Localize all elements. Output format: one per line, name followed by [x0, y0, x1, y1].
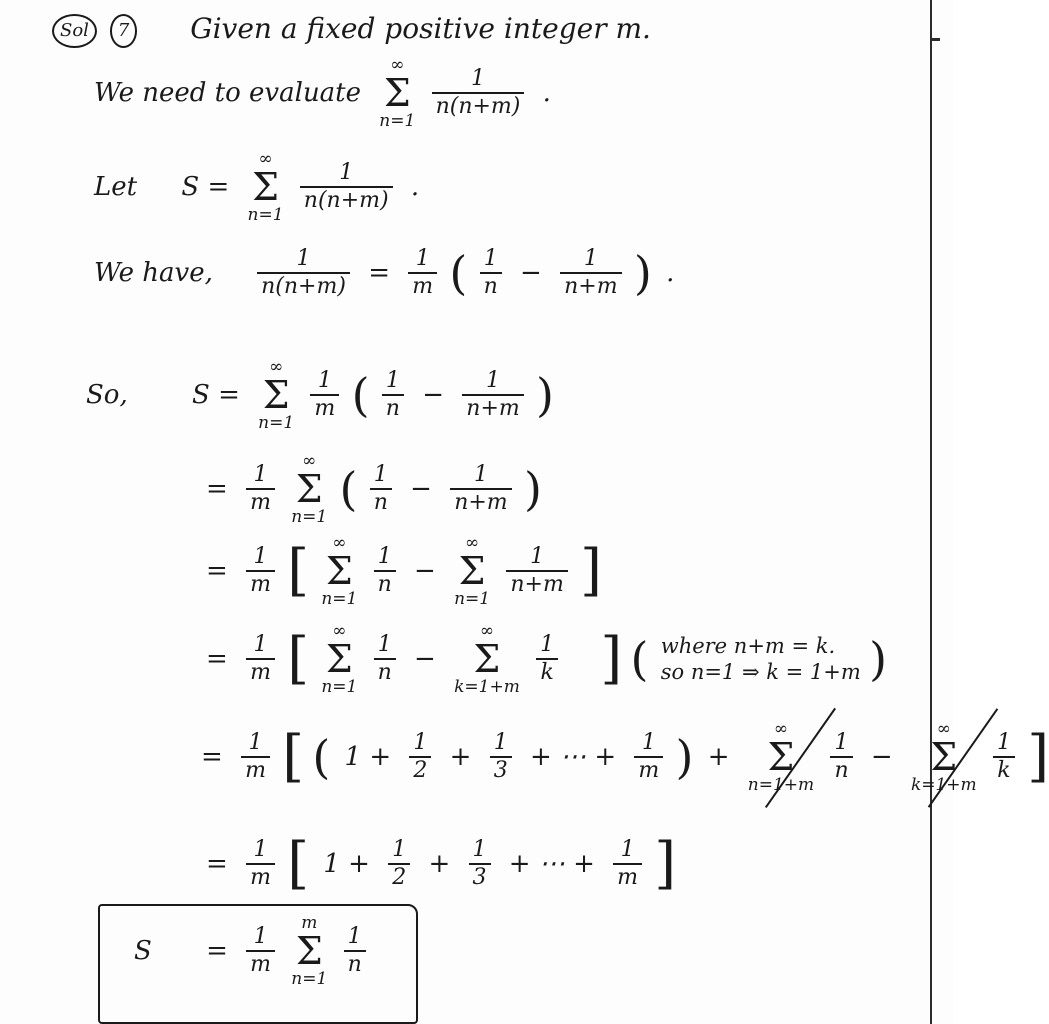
step-6-coefficient: [246, 837, 275, 891]
fraction-denominator: 3: [493, 758, 508, 783]
fraction-denominator: m: [412, 274, 434, 299]
sum-upper-limit: ∞: [465, 533, 480, 553]
fraction-numerator: 1: [993, 730, 1015, 758]
harmonic-half: [388, 837, 410, 891]
fraction-denominator: m: [250, 490, 271, 515]
harmonic-half: [409, 730, 431, 784]
sum-lower-limit: n=1: [291, 507, 328, 527]
sigma-symbol: Σ: [295, 467, 323, 511]
sum-upper-limit: ∞: [390, 55, 405, 75]
step-5-coefficient: [241, 730, 270, 784]
sum-upper-limit: ∞: [269, 357, 284, 377]
open-bracket: [: [287, 538, 310, 603]
sigma-symbol: Σ: [325, 549, 353, 593]
step-6-line: [200, 831, 677, 896]
equals-sign: =: [206, 644, 228, 674]
step-2-coefficient: [246, 462, 275, 516]
fraction-numerator: 1: [536, 632, 558, 660]
result-coefficient: [246, 924, 275, 978]
solution-label-circle: Sol: [52, 14, 97, 48]
step-5-term-a: [830, 730, 852, 784]
sum-lower-limit: n=1: [247, 205, 284, 225]
sum-lower-limit: k=1+m: [454, 677, 520, 697]
fraction-denominator: 2: [413, 758, 428, 783]
cancelled-sum-b: [907, 720, 1019, 794]
so-coefficient: [310, 368, 339, 422]
identity-coefficient: [408, 246, 437, 300]
let-lead-text: Let: [94, 172, 138, 202]
harmonic-one: 1 +: [323, 849, 370, 879]
minus-sign: −: [414, 644, 436, 674]
open-paren: (: [449, 246, 468, 300]
so-line: [80, 358, 554, 432]
sum-lower-limit: n=1: [321, 677, 358, 697]
plus-sign: +: [707, 742, 730, 772]
sum-lower-limit: n=1: [454, 589, 491, 609]
step-5-sum-a: [748, 720, 814, 794]
fraction-numerator: 1: [469, 837, 491, 865]
equals-sign: =: [206, 474, 228, 504]
fraction-denominator: m: [250, 660, 271, 685]
sigma-symbol: Σ: [458, 549, 486, 593]
fraction-denominator: n: [385, 396, 400, 421]
fraction-denominator: n: [373, 490, 388, 515]
ellipsis-terms: + ⋯ +: [530, 742, 617, 772]
open-bracket: [: [287, 626, 310, 691]
fraction-numerator: 1: [490, 730, 512, 758]
fraction-denominator: n: [347, 952, 362, 977]
plus-sign: +: [428, 849, 451, 879]
sum-upper-limit: ∞: [332, 621, 347, 641]
minus-sign: −: [520, 258, 542, 288]
fraction-denominator: n: [834, 758, 849, 783]
fraction-numerator: 1: [246, 837, 275, 865]
fraction-denominator: n+m: [510, 572, 564, 597]
fraction-numerator: 1: [388, 837, 410, 865]
period-mark: .: [410, 172, 420, 202]
fraction-numerator: 1: [246, 544, 275, 572]
step-2-term1: [370, 462, 392, 516]
step-5-line: [195, 720, 1049, 794]
close-bracket: ]: [600, 626, 623, 691]
step-4-term-a: [374, 632, 396, 686]
page-margin-tick: [932, 38, 940, 41]
fraction-denominator: n+m: [454, 490, 508, 515]
task-sum: [379, 56, 415, 130]
fraction-denominator: n(n+m): [435, 94, 521, 119]
fraction-numerator: 1: [246, 924, 275, 952]
fraction-denominator: m: [250, 952, 272, 977]
sum-upper-limit: ∞: [302, 451, 317, 471]
fraction-denominator: n+m: [564, 274, 618, 299]
sigma-symbol: Σ: [930, 735, 958, 779]
fraction-denominator: m: [245, 758, 266, 783]
note-close-paren: ): [869, 632, 888, 686]
cancelled-sum-a: [744, 720, 857, 794]
result-term: [344, 924, 366, 978]
sum-lower-limit: n=1: [321, 589, 358, 609]
so-text: So,: [86, 380, 128, 410]
let-line: [88, 150, 425, 224]
step-4-sum-a: [321, 622, 357, 696]
minus-sign: −: [870, 742, 893, 772]
equals-sign: =: [206, 556, 228, 586]
note-line-1: where n+m = k.: [660, 634, 836, 658]
close-bracket: ]: [580, 538, 602, 603]
identity-line: [88, 246, 680, 300]
fraction-numerator: 1: [560, 246, 621, 274]
step-5-term-b: [993, 730, 1015, 784]
so-lhs: S =: [192, 380, 240, 410]
fraction-denominator: m: [250, 865, 271, 890]
open-paren: (: [312, 730, 331, 784]
fraction-numerator: 1: [613, 837, 642, 865]
plus-sign: +: [449, 742, 472, 772]
fraction-numerator: 1: [830, 730, 852, 758]
sum-upper-limit: ∞: [258, 149, 273, 169]
sigma-symbol: Σ: [252, 165, 279, 209]
step-2-sum: [291, 452, 327, 526]
minus-sign: −: [422, 380, 445, 410]
fraction-denominator: k: [997, 758, 1011, 783]
sum-lower-limit: k=1+m: [910, 775, 977, 795]
sum-upper-limit: ∞: [332, 533, 347, 553]
step-4-line: [200, 622, 887, 696]
fraction-numerator: 1: [634, 730, 663, 758]
sigma-symbol: Σ: [473, 637, 501, 681]
sum-upper-limit: ∞: [773, 719, 789, 739]
fraction-denominator: 3: [472, 865, 487, 890]
identity-term1: [480, 246, 502, 300]
sigma-symbol: Σ: [767, 735, 795, 779]
harmonic-one: 1 +: [344, 742, 392, 772]
sum-lower-limit: n=1+m: [747, 775, 815, 795]
fraction-numerator: 1: [480, 246, 502, 274]
sum-lower-limit: n=1: [291, 969, 328, 989]
equals-sign: =: [206, 849, 228, 879]
sigma-symbol: Σ: [295, 929, 323, 973]
fraction-numerator: 1: [409, 730, 431, 758]
fraction-numerator: 1: [241, 730, 270, 758]
we-have-text: We have,: [94, 258, 213, 288]
fraction-denominator: n: [483, 274, 498, 299]
identity-term2: [560, 246, 621, 300]
result-sum: [291, 914, 327, 988]
step-5-sum-b: [911, 720, 977, 794]
substitution-note: [657, 633, 861, 685]
fraction-numerator: 1: [506, 544, 567, 572]
header-line: [52, 12, 651, 48]
close-paren: ): [633, 246, 652, 300]
step-3-line: [200, 534, 602, 608]
sum-upper-limit: ∞: [936, 719, 951, 739]
equals-sign: =: [201, 742, 223, 772]
close-paren: ): [675, 730, 694, 784]
equals-sign: =: [368, 258, 390, 288]
sigma-symbol: Σ: [262, 373, 290, 417]
step-4-term-b: [536, 632, 558, 686]
fraction-denominator: 2: [392, 865, 407, 890]
fraction-numerator: 1: [257, 246, 350, 274]
harmonic-last: [613, 837, 642, 891]
step-4-coefficient: [246, 632, 275, 686]
so-term1: [382, 368, 404, 422]
result-lhs: S: [134, 936, 152, 966]
sum-upper-limit: m: [301, 913, 318, 933]
ellipsis-terms: + ⋯ +: [508, 849, 595, 879]
fraction-numerator: 1: [382, 368, 404, 396]
fraction-denominator: n(n+m): [303, 188, 389, 213]
period-mark: .: [542, 78, 551, 108]
minus-sign: −: [414, 556, 436, 586]
open-paren: (: [351, 368, 370, 422]
fraction-denominator: n: [377, 660, 392, 685]
open-paren: (: [339, 462, 358, 516]
close-paren: ): [536, 368, 554, 422]
so-sum: [258, 358, 294, 432]
step-3-term-b: [506, 544, 567, 598]
sigma-symbol: Σ: [325, 637, 353, 681]
period-mark: .: [666, 258, 675, 288]
step-2-term2: [450, 462, 511, 516]
fraction-denominator: m: [250, 572, 271, 597]
task-line: [88, 56, 557, 130]
fraction-denominator: n+m: [466, 396, 520, 421]
question-number-circle: 7: [110, 14, 137, 48]
harmonic-last: [634, 730, 663, 784]
sum-upper-limit: ∞: [479, 621, 495, 641]
task-lead-text: We need to evaluate: [94, 78, 362, 108]
fraction-numerator: 1: [432, 66, 525, 94]
fraction-numerator: 1: [310, 368, 339, 396]
note-line-2: so n=1 ⇒ k = 1+m: [660, 660, 861, 684]
let-sum: [248, 150, 284, 224]
sum-lower-limit: n=1: [258, 413, 295, 433]
fraction-numerator: 1: [344, 924, 366, 952]
so-term2: [462, 368, 523, 422]
fraction-numerator: 1: [300, 160, 393, 188]
let-fraction: [300, 160, 393, 214]
task-fraction: [432, 66, 525, 120]
problem-statement: Given a fixed positive integer m.: [190, 12, 651, 45]
fraction-denominator: n(n+m): [261, 274, 346, 299]
result-line: [128, 914, 370, 988]
step-3-term-a: [374, 544, 396, 598]
sigma-symbol: Σ: [383, 71, 411, 115]
fraction-numerator: 1: [246, 632, 275, 660]
fraction-numerator: 1: [374, 544, 396, 572]
step-2-line: [200, 452, 542, 526]
open-bracket: [: [287, 831, 310, 896]
step-4-sum-b: [454, 622, 520, 696]
fraction-numerator: 1: [370, 462, 392, 490]
fraction-denominator: m: [638, 758, 660, 783]
note-open-paren: (: [630, 632, 649, 686]
harmonic-third: [490, 730, 512, 784]
fraction-numerator: 1: [462, 368, 523, 396]
fraction-denominator: m: [314, 396, 336, 421]
close-bracket: ]: [1027, 724, 1049, 789]
let-lhs: S =: [181, 172, 230, 202]
step-3-sum-a: [321, 534, 357, 608]
fraction-numerator: 1: [246, 462, 275, 490]
harmonic-third: [469, 837, 491, 891]
close-bracket: ]: [654, 831, 677, 896]
minus-sign: −: [410, 474, 432, 504]
fraction-denominator: k: [540, 660, 554, 685]
equals-sign: =: [206, 936, 228, 966]
page-margin-line: [930, 0, 932, 1024]
open-bracket: [: [282, 724, 305, 789]
sum-lower-limit: n=1: [379, 111, 416, 131]
step-3-sum-b: [454, 534, 490, 608]
step-3-coefficient: [246, 544, 275, 598]
fraction-denominator: n: [377, 572, 392, 597]
fraction-numerator: 1: [374, 632, 396, 660]
identity-lhs-fraction: [257, 246, 350, 300]
fraction-numerator: 1: [408, 246, 437, 274]
close-paren: ): [523, 462, 542, 516]
fraction-numerator: 1: [450, 462, 511, 490]
fraction-denominator: m: [617, 865, 639, 890]
